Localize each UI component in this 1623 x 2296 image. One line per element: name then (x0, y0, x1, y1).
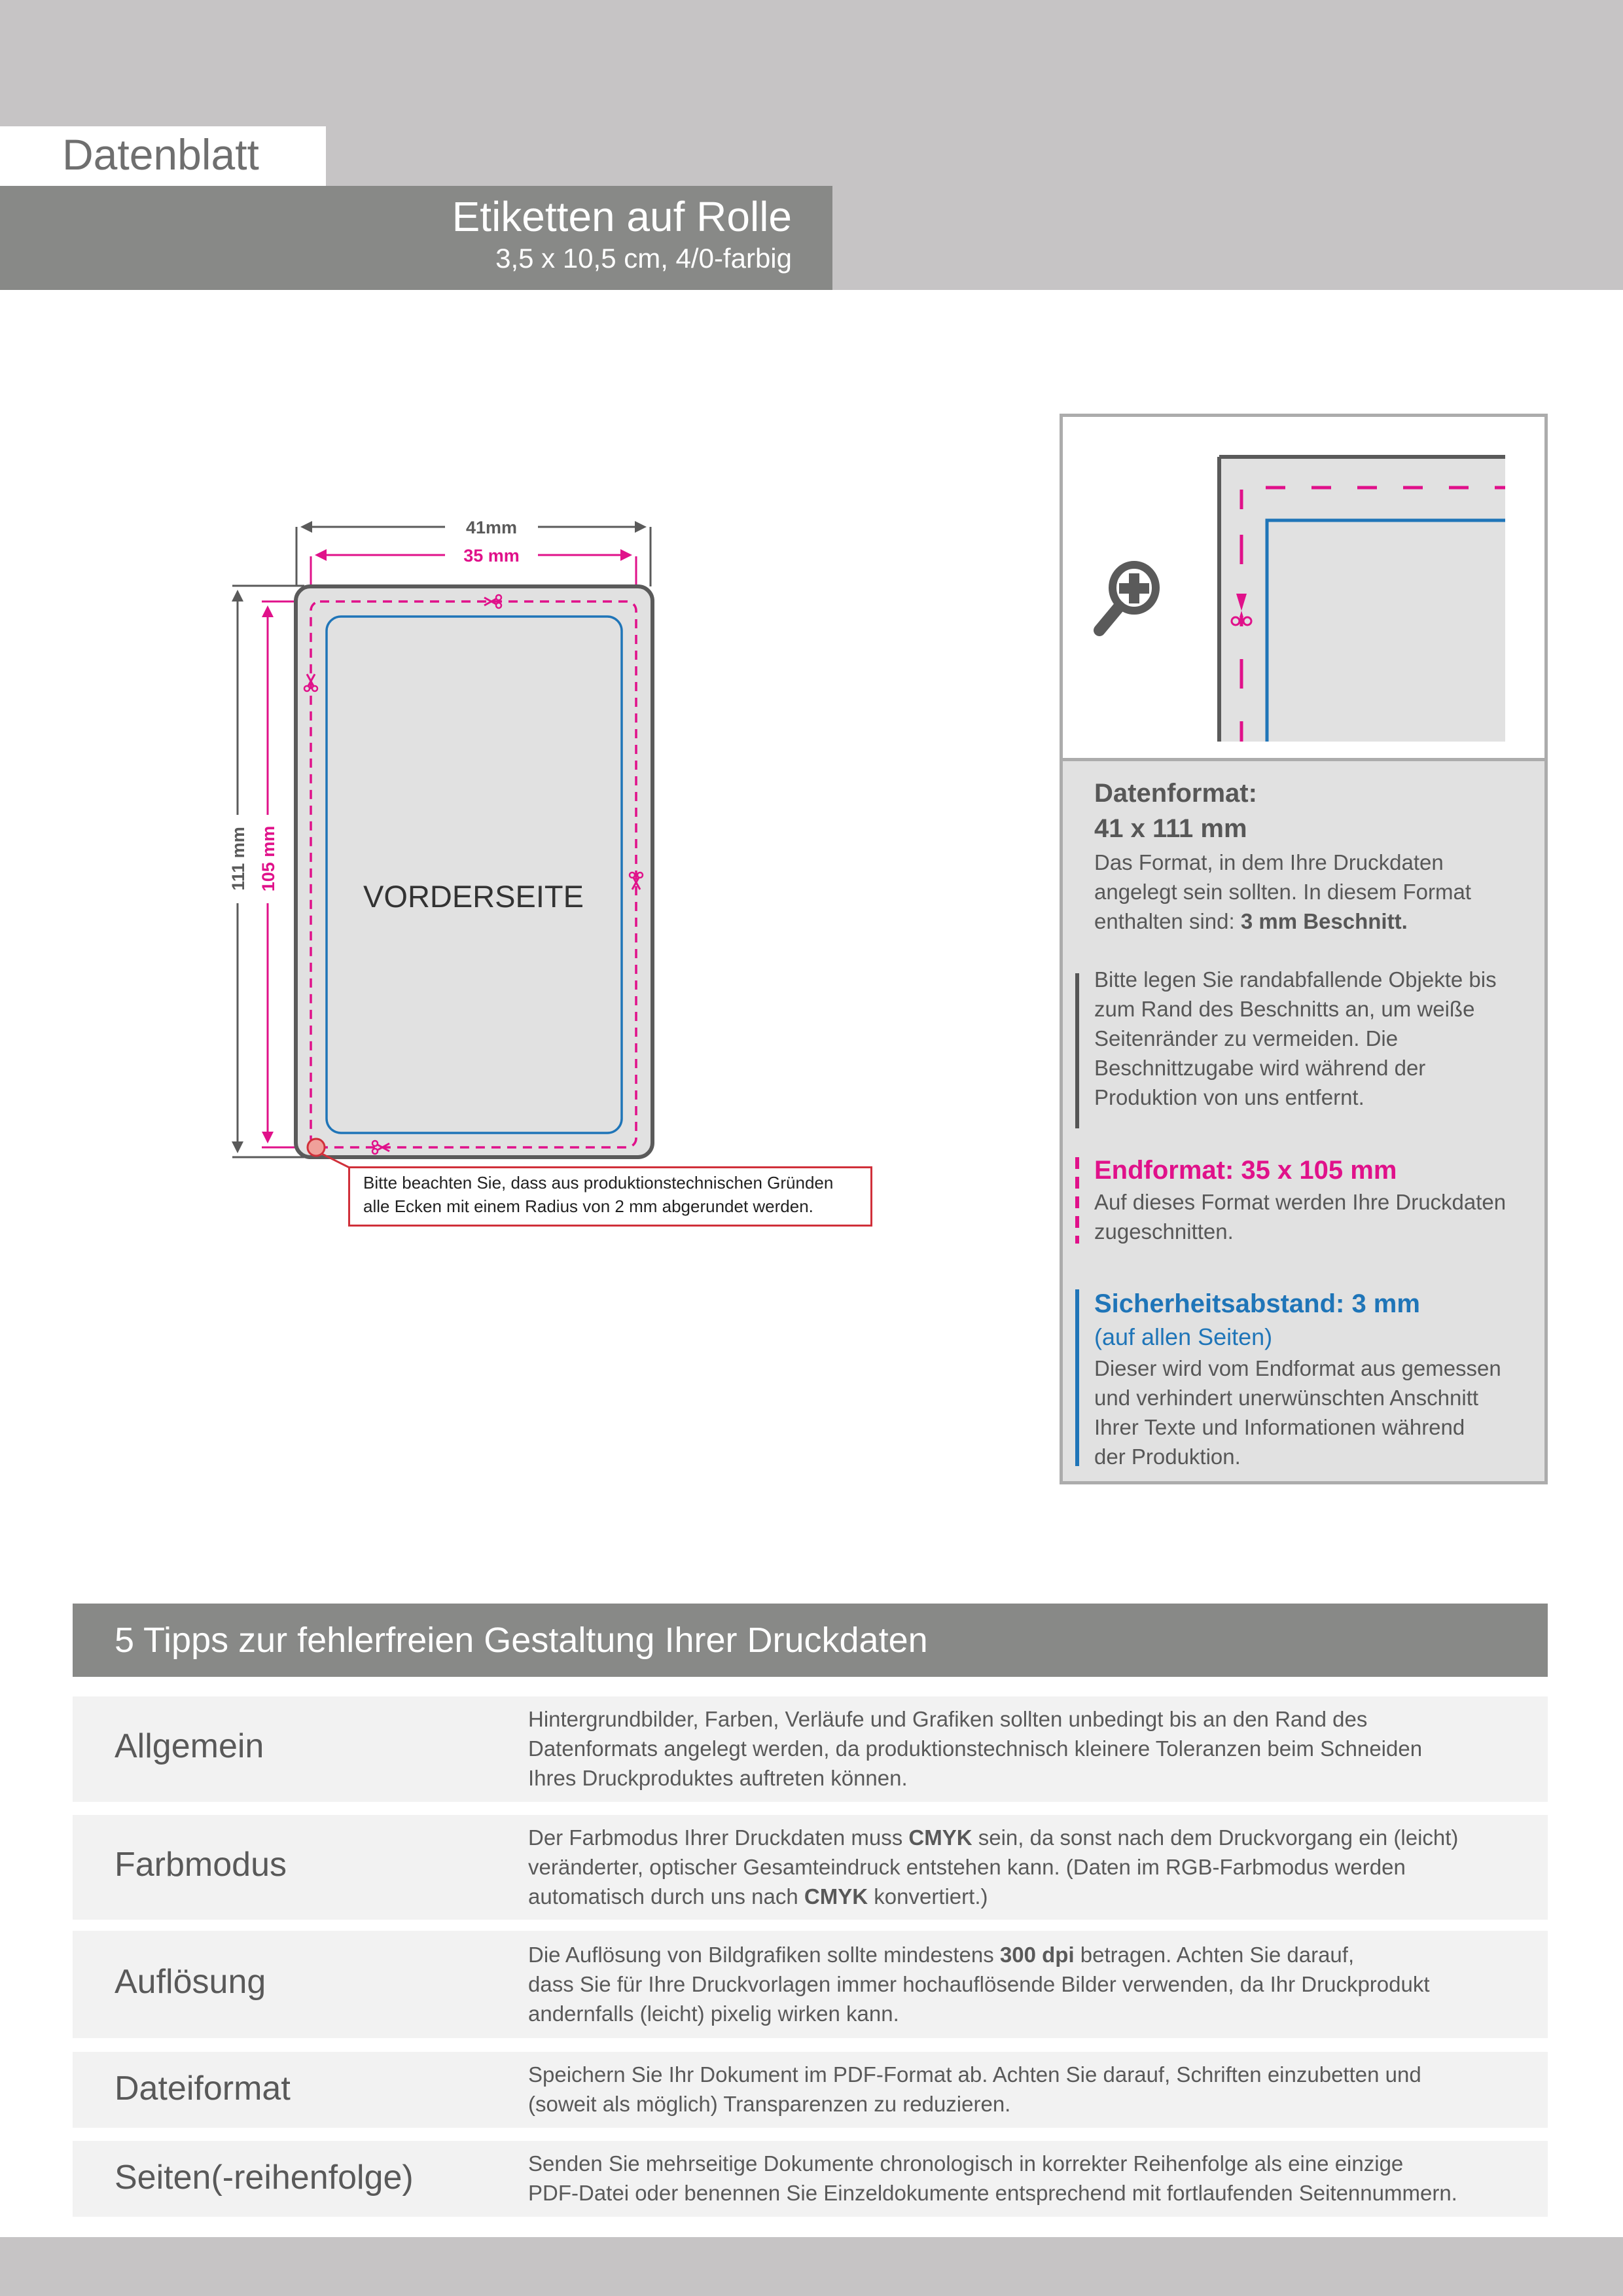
endformat-line: Auf dieses Format werden Ihre Druckdaten (1094, 1190, 1507, 1214)
tip-bold: CMYK (908, 1825, 972, 1850)
datenformat-size: 41 x 111 mm (1094, 814, 1247, 843)
tip-row-aufloesung (73, 1931, 1548, 2038)
note-line: Bitte beachten Sie, dass aus produktionstechnischen Gründen (363, 1173, 834, 1193)
tip-text: betragen. Achten Sie darauf, (1074, 1943, 1355, 1967)
page-title: Etiketten auf Rolle (452, 193, 792, 240)
tip-line: veränderter, optischer Gesamteindruck entstehen kann. (Daten im RGB-Farbmodus werden (528, 1855, 1406, 1879)
tip-line: dass Sie für Ihre Druckvorlagen immer hochauflösende Bilder verwenden, da Ihr Druckprodukt (528, 1972, 1430, 1996)
safety-line: und verhindert unerwünschten Anschnitt (1094, 1386, 1479, 1410)
corner-radius-note (348, 1166, 872, 1227)
datenformat-line: Das Format, in dem Ihre Druckdaten (1094, 850, 1444, 874)
tip-line: PDF-Datei oder benennen Sie Einzeldokumente entsprechend mit fortlaufenden Seitennummern. (528, 2181, 1457, 2205)
datenformat-line: angelegt sein sollten. In diesem Format (1094, 880, 1471, 904)
label-diagram (0, 0, 916, 1244)
bleed-line: Seitenränder zu vermeiden. Die (1094, 1026, 1399, 1050)
tip-bold: CMYK (804, 1884, 868, 1909)
label-bleed-area (296, 586, 652, 1157)
tip-line: Datenformats angelegt werden, da produktionstechnisch kleinere Toleranzen beim Schneiden (528, 1736, 1423, 1761)
tip-bold: 300 dpi (999, 1943, 1075, 1967)
datenformat-line (1094, 906, 1408, 936)
tip-text: automatisch durch uns nach (528, 1884, 804, 1909)
safety-subtitle: (auf allen Seiten) (1094, 1323, 1273, 1350)
tip-row-seiten (73, 2141, 1548, 2217)
safety-line: Ihrer Texte und Informationen während (1094, 1415, 1465, 1439)
tip-line: Hintergrundbilder, Farben, Verläufe und Grafiken sollten unbedingt bis an den Rand des (528, 1707, 1368, 1731)
corner-radius-marker (308, 1139, 325, 1156)
footer-band (0, 2237, 1623, 2296)
zoom-in-icon (1099, 565, 1156, 630)
tip-text: Der Farbmodus Ihrer Druckdaten muss (528, 1825, 909, 1850)
tip-row-dateiformat (73, 2052, 1548, 2128)
bleed-line: Bitte legen Sie randabfallende Objekte bis (1094, 967, 1497, 992)
tip-description (528, 1823, 1458, 1911)
tip-line (528, 1940, 1430, 1969)
tips-title: 5 Tipps zur fehlerfreien Gestaltung Ihrer Druckdaten (115, 1621, 928, 1660)
tip-label: Auflösung (115, 1963, 266, 2001)
safety-title: Sicherheitsabstand: 3 mm (1094, 1289, 1420, 1318)
bleed-amount: 3 mm Beschnitt. (1240, 909, 1408, 933)
tip-label: Farbmodus (115, 1846, 287, 1884)
doc-label: Datenblatt (62, 130, 259, 179)
tip-label: Seiten(-reihenfolge) (115, 2159, 414, 2197)
dim-height-final: 105 mm (259, 825, 278, 892)
datenformat-text: enthalten sind: (1094, 909, 1241, 933)
tip-line: Speichern Sie Ihr Dokument im PDF-Format ab. Achten Sie darauf, Schriften einzubetten und (528, 2062, 1421, 2087)
safety-bar (1075, 1289, 1079, 1466)
tip-description (528, 2060, 1421, 2119)
dim-width-final: 35 mm (463, 546, 520, 565)
dim-height-outer: 111 mm (228, 827, 248, 891)
front-side-label: VORDERSEITE (363, 879, 584, 914)
tip-text: Die Auflösung von Bildgrafiken sollte mindestens (528, 1943, 1000, 1967)
tip-label: Dateiformat (115, 2070, 291, 2108)
tip-line: andernfalls (leicht) pixelig wirken kann. (528, 2001, 899, 2026)
bleed-bar (1075, 973, 1079, 1128)
endformat-line: zugeschnitten. (1094, 1219, 1234, 1244)
tip-text: konvertiert.) (868, 1884, 988, 1909)
bleed-line: Produktion von uns entfernt. (1094, 1085, 1364, 1109)
tip-row-farbmodus (73, 1815, 1548, 1920)
tip-line (528, 1882, 1458, 1911)
bleed-line: Beschnittzugabe wird während der (1094, 1056, 1426, 1080)
tip-line: Senden Sie mehrseitige Dokumente chronologisch in korrekter Reihenfolge als eine einzige (528, 2151, 1404, 2176)
detail-zoom-graphic (1063, 417, 1544, 758)
note-line: alle Ecken mit einem Radius von 2 mm abgerundet werden. (363, 1196, 813, 1216)
tip-line (528, 1823, 1458, 1852)
tip-line: Ihres Druckproduktes auftreten können. (528, 1766, 908, 1790)
tip-label: Allgemein (115, 1727, 264, 1765)
safety-line: der Produktion. (1094, 1444, 1241, 1469)
endformat-title: Endformat: 35 x 105 mm (1094, 1156, 1397, 1185)
tip-description (528, 1704, 1422, 1793)
tip-description (528, 2149, 1457, 2208)
page-subtitle: 3,5 x 10,5 cm, 4/0-farbig (495, 243, 792, 274)
tip-text: sein, da sonst nach dem Druckvorgang ein (leicht) (972, 1825, 1459, 1850)
datenformat-title: Datenformat: (1094, 779, 1257, 808)
tip-description (528, 1940, 1430, 2028)
tip-row-allgemein (73, 1696, 1548, 1802)
safety-line: Dieser wird vom Endformat aus gemessen (1094, 1356, 1501, 1380)
dim-width-outer: 41mm (465, 518, 518, 537)
detail-bleed (1219, 457, 1505, 742)
bleed-line: zum Rand des Beschnitts an, um weiße (1094, 997, 1475, 1021)
tip-line: (soweit als möglich) Transparenzen zu reduzieren. (528, 2092, 1011, 2116)
endformat-bar (1075, 1157, 1079, 1244)
